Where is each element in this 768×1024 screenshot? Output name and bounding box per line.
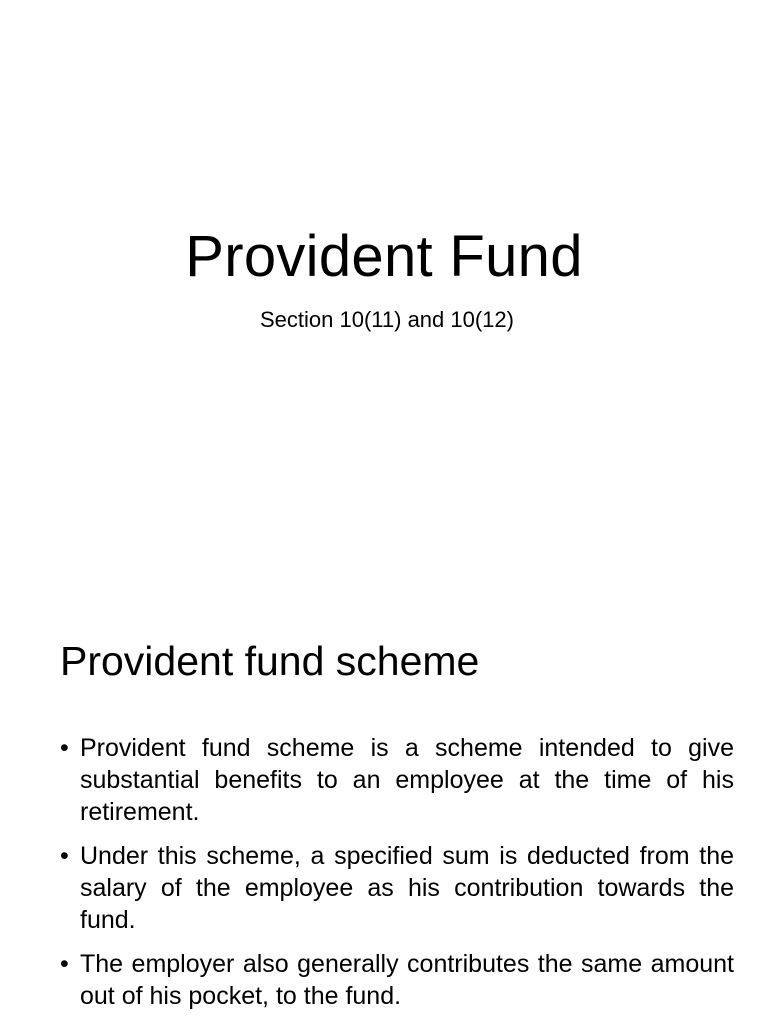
bullet-dot-icon: • [60,950,69,978]
bullet-list [60,732,734,1024]
bullet-item [60,732,734,828]
bullet-text: Under this scheme, a specified sum is deducted from the salary of the employee as his contribution towards the fund. [80,842,734,934]
bullet-text: The employer also generally contributes the same amount out of his pocket, to the fund. [80,950,734,1010]
section-heading: Provident fund scheme [60,638,480,684]
bullet-text: Provident fund scheme is a scheme intended to give substantial benefits to an employee at the time of his retirement. [80,734,734,826]
bullet-item [60,840,734,936]
content-slide [0,576,768,1024]
slide-title: Provident Fund [185,224,583,289]
bullet-item [60,948,734,1012]
bullet-dot-icon: • [60,734,69,762]
slide-subtitle: Section 10(11) and 10(12) [260,307,514,332]
bullet-dot-icon: • [60,842,69,870]
